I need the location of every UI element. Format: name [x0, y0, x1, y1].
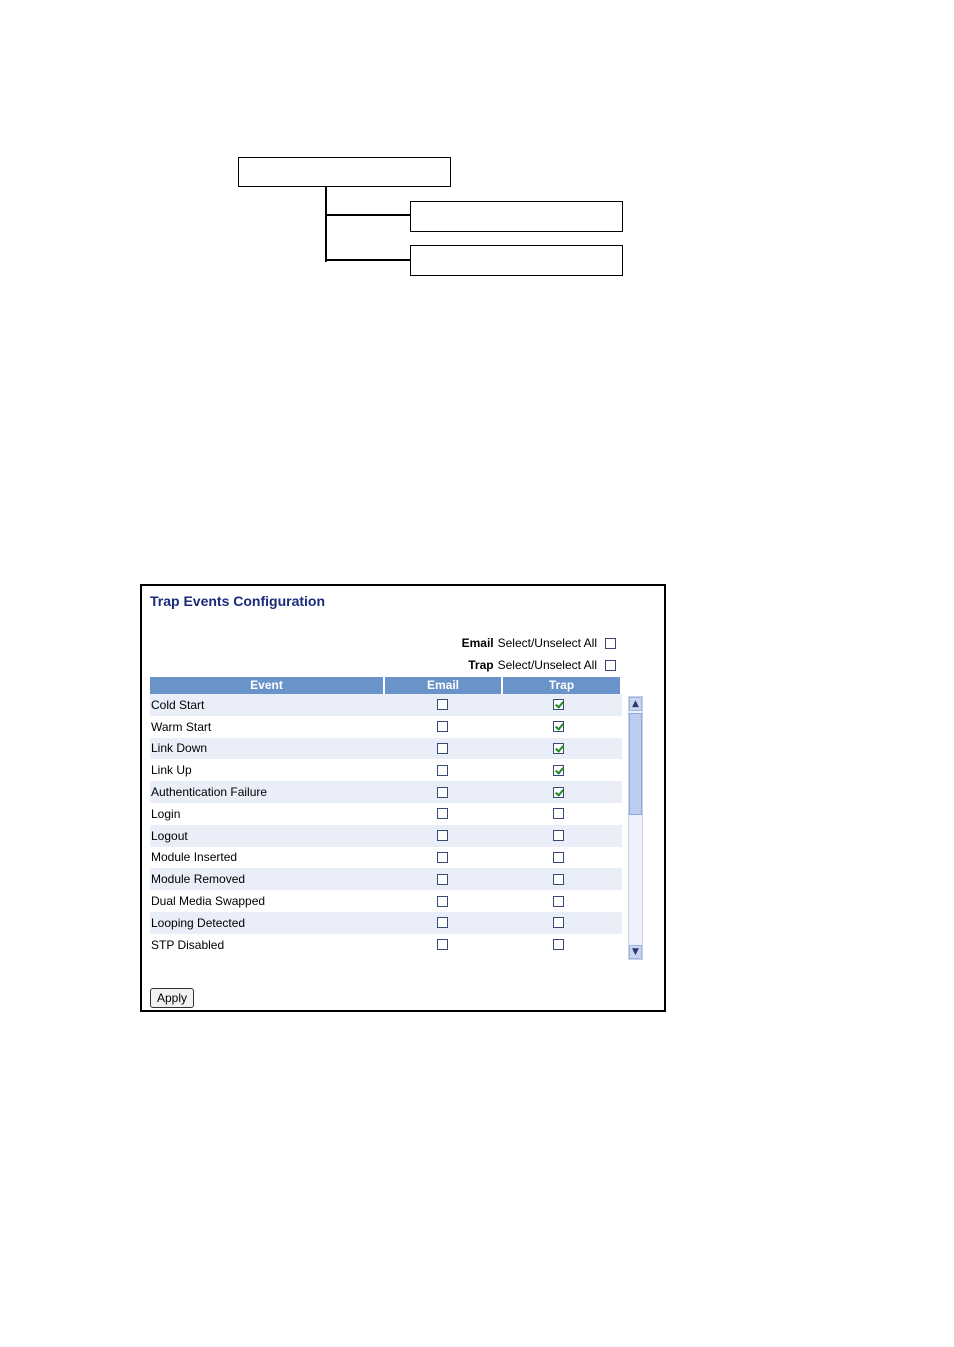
table-header [150, 677, 622, 694]
email-cell [386, 896, 504, 907]
trap-checkbox[interactable] [553, 874, 564, 885]
email-select-all-row [462, 636, 616, 650]
email-checkbox[interactable] [437, 917, 448, 928]
trap-checkbox[interactable] [553, 699, 564, 710]
email-checkbox[interactable] [437, 765, 448, 776]
chevron-down-icon[interactable]: ▼ [629, 945, 642, 959]
email-checkbox[interactable] [437, 699, 448, 710]
events-table [150, 677, 622, 956]
trap-cell [503, 808, 622, 819]
trap-checkbox[interactable] [553, 830, 564, 841]
event-name: Dual Media Swapped [151, 894, 266, 909]
table-body [150, 694, 622, 956]
email-checkbox[interactable] [437, 743, 448, 754]
trap-checkbox[interactable] [553, 787, 564, 798]
email-cell [386, 852, 504, 863]
trap-cell [503, 896, 622, 907]
event-name: Cold Start [151, 697, 205, 712]
trap-cell [503, 917, 622, 928]
trap-select-all-checkbox[interactable] [605, 660, 616, 671]
tree-connector-vertical [325, 186, 327, 262]
panel-title: Trap Events Configuration [150, 593, 326, 609]
tree-child-box-1 [410, 201, 623, 232]
trap-cell [503, 787, 622, 798]
event-name: Warm Start [151, 719, 212, 734]
table-row [150, 934, 622, 956]
trap-checkbox[interactable] [553, 765, 564, 776]
table-row [150, 759, 622, 781]
trap-checkbox[interactable] [553, 808, 564, 819]
event-name: Link Down [151, 741, 208, 756]
event-name: Authentication Failure [151, 785, 268, 800]
trap-cell [503, 699, 622, 710]
event-name: Looping Detected [151, 915, 246, 930]
email-cell [386, 765, 504, 776]
tree-connector-branch-2 [325, 259, 411, 261]
trap-checkbox[interactable] [553, 917, 564, 928]
email-checkbox[interactable] [437, 808, 448, 819]
chevron-up-icon[interactable]: ▲ [629, 697, 642, 711]
event-name: Module Inserted [151, 850, 238, 865]
trap-cell [503, 830, 622, 841]
email-checkbox[interactable] [437, 874, 448, 885]
header-email: Email [385, 677, 503, 694]
table-row [150, 694, 622, 716]
email-cell [386, 917, 504, 928]
email-cell [386, 939, 504, 950]
email-select-all-checkbox[interactable] [605, 638, 616, 649]
trap-cell [503, 874, 622, 885]
tree-connector-branch-1 [325, 214, 411, 216]
email-cell [386, 830, 504, 841]
trap-cell [503, 765, 622, 776]
scrollbar-thumb[interactable] [629, 713, 642, 815]
table-row [150, 847, 622, 869]
email-cell [386, 699, 504, 710]
trap-select-all-bold: Trap [468, 658, 494, 672]
table-row [150, 738, 622, 760]
email-cell [386, 787, 504, 798]
trap-cell [503, 743, 622, 754]
email-checkbox[interactable] [437, 852, 448, 863]
tree-root-box [238, 157, 451, 187]
trap-events-panel [140, 584, 666, 1012]
table-row [150, 803, 622, 825]
trap-cell [503, 721, 622, 732]
trap-checkbox[interactable] [553, 896, 564, 907]
email-checkbox[interactable] [437, 787, 448, 798]
email-cell [386, 721, 504, 732]
table-row [150, 868, 622, 890]
email-checkbox[interactable] [437, 896, 448, 907]
apply-button[interactable]: Apply [150, 988, 194, 1008]
trap-select-all-label: Select/Unselect All [497, 658, 597, 672]
event-name: Module Removed [151, 872, 246, 887]
event-name: Logout [151, 828, 188, 843]
tree-child-box-2 [410, 245, 623, 276]
trap-checkbox[interactable] [553, 852, 564, 863]
table-row [150, 890, 622, 912]
trap-cell [503, 852, 622, 863]
header-trap: Trap [503, 677, 622, 694]
trap-checkbox[interactable] [553, 939, 564, 950]
email-checkbox[interactable] [437, 939, 448, 950]
email-cell [386, 743, 504, 754]
trap-checkbox[interactable] [553, 721, 564, 732]
table-row [150, 716, 622, 738]
email-cell [386, 874, 504, 885]
event-name: Login [151, 806, 181, 821]
event-name: Link Up [151, 763, 192, 778]
trap-select-all-row [468, 658, 616, 672]
table-scrollbar[interactable] [628, 696, 643, 960]
email-checkbox[interactable] [437, 830, 448, 841]
email-cell [386, 808, 504, 819]
trap-cell [503, 939, 622, 950]
email-select-all-bold: Email [461, 636, 494, 650]
table-row [150, 781, 622, 803]
table-row [150, 825, 622, 847]
table-row [150, 912, 622, 934]
trap-checkbox[interactable] [553, 743, 564, 754]
email-select-all-label: Select/Unselect All [497, 636, 597, 650]
event-name: STP Disabled [151, 937, 225, 952]
email-checkbox[interactable] [437, 721, 448, 732]
header-event: Event [150, 677, 385, 694]
